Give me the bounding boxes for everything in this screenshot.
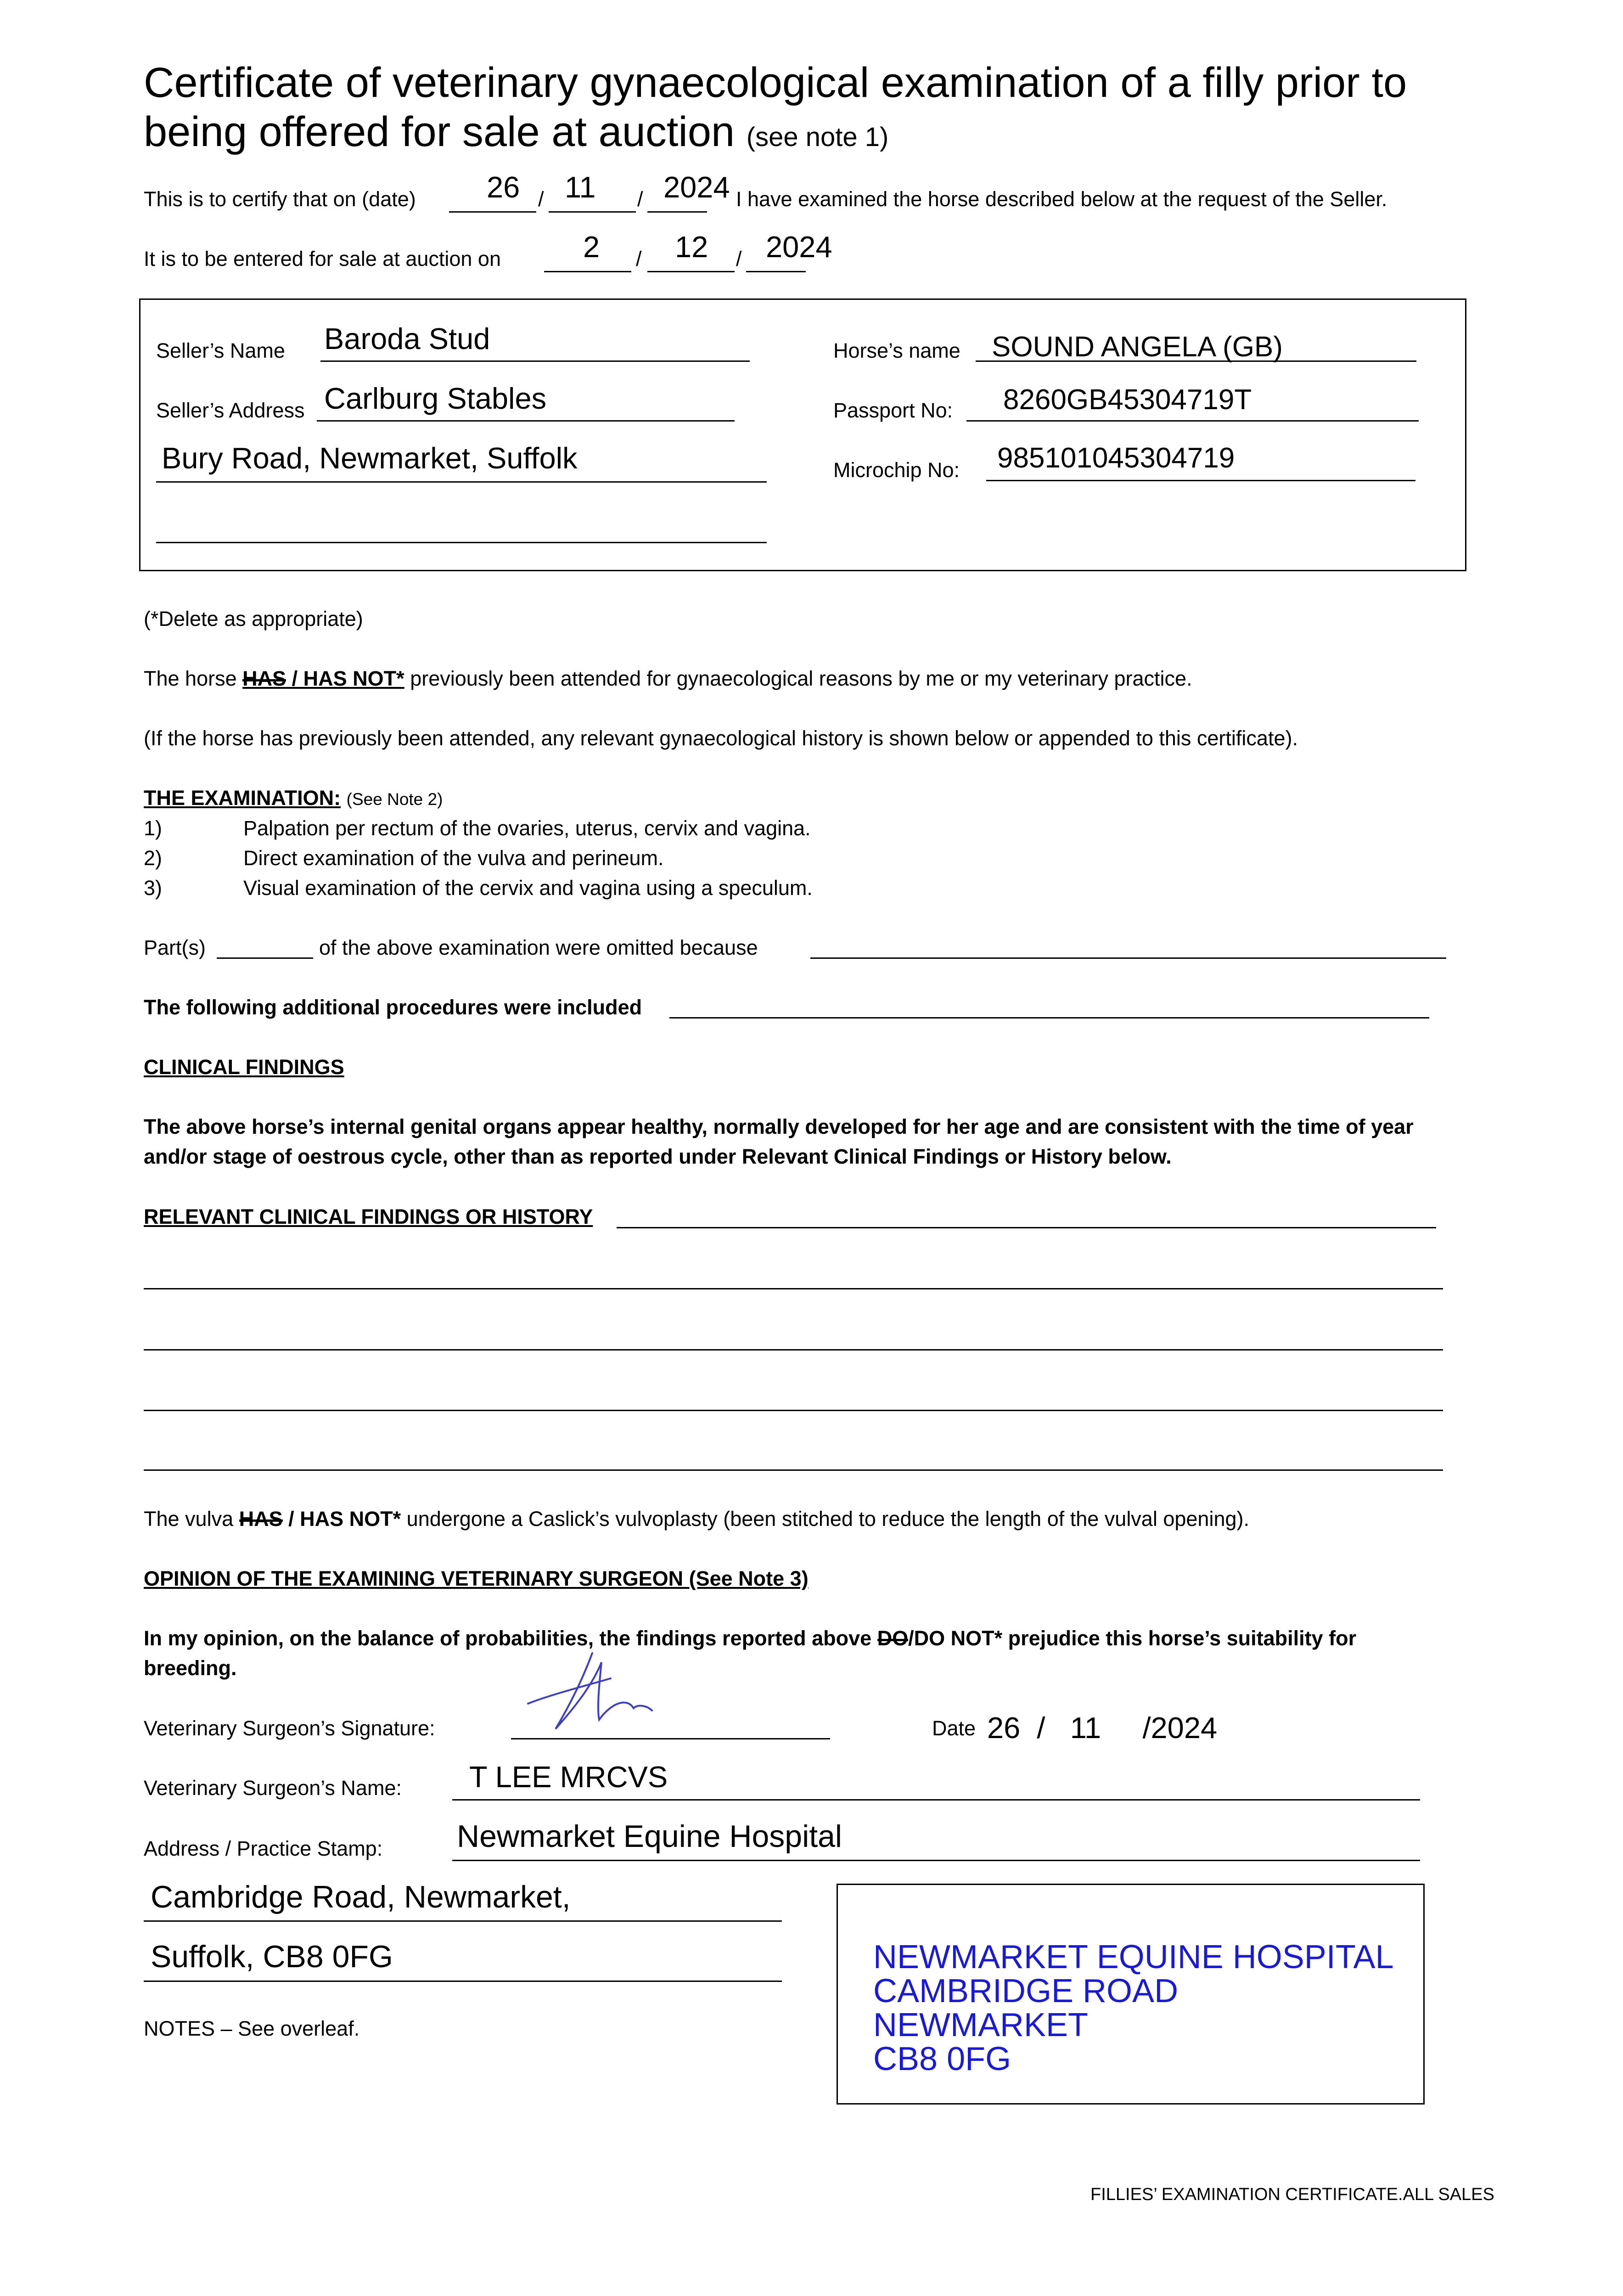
certify-prefix: This is to certify that on (date) <box>144 187 416 211</box>
signature-date[interactable]: 26 / 11 /2024 <box>987 1711 1218 1745</box>
microchip-number[interactable]: 985101045304719 <box>997 442 1235 474</box>
vet-signature[interactable] <box>519 1635 675 1740</box>
clinical-paragraph-line2: and/or stage of oestrous cycle, other than as reported under Relevant Clinical Findings or History below. <box>144 1145 1172 1168</box>
exam-item-num: 3) <box>144 876 163 900</box>
opinion-heading: OPINION OF THE EXAMINING VETERINARY SURGEON (See Note 3) <box>144 1567 809 1590</box>
practice-stamp <box>873 1940 1394 2076</box>
vet-address-line3[interactable]: Suffolk, CB8 0FG <box>151 1939 393 1974</box>
exam-item-text: Direct examination of the vulva and perineum. <box>243 846 664 870</box>
exam-item-num: 1) <box>144 816 163 840</box>
clinical-paragraph-line1: The above horse’s internal genital organs appear healthy, normally developed for her age and are consistent with the time of year <box>144 1115 1414 1138</box>
certify-day[interactable]: 26 <box>487 170 520 204</box>
attended-has-struck: HAS <box>242 667 286 690</box>
seller-address-line3[interactable] <box>156 542 767 543</box>
auction-month[interactable]: 12 <box>675 230 708 264</box>
exam-item-text: Palpation per rectum of the ovaries, uterus, cervix and vagina. <box>243 816 811 840</box>
delete-note: (*Delete as appropriate) <box>144 607 363 630</box>
certify-suffix: I have examined the horse described below at the request of the Seller. <box>736 187 1387 211</box>
auction-prefix: It is to be entered for sale at auction on <box>144 247 501 270</box>
additional-label: The following additional procedures were included <box>144 996 642 1019</box>
relevant-findings-line[interactable] <box>144 1469 1443 1471</box>
seller-name-label: Seller’s Name <box>156 339 285 362</box>
relevant-heading: RELEVANT CLINICAL FINDINGS OR HISTORY <box>144 1205 593 1228</box>
vet-address-line1[interactable]: Newmarket Equine Hospital <box>457 1819 842 1854</box>
page-title <box>144 59 1407 107</box>
relevant-findings-line[interactable] <box>144 1410 1443 1411</box>
attended-has-not: / HAS NOT* <box>286 667 404 690</box>
vet-name-label: Veterinary Surgeon’s Name: <box>144 1776 402 1800</box>
seller-address-label: Seller’s Address <box>156 399 305 422</box>
exam-item-text: Visual examination of the cervix and vagina using a speculum. <box>243 876 813 900</box>
examination-heading: THE EXAMINATION: (See Note 2) <box>144 786 443 810</box>
relevant-findings-line[interactable] <box>617 1227 1436 1228</box>
horse-name-label: Horse’s name <box>833 339 960 362</box>
title-note: (see note 1) <box>746 122 889 152</box>
opinion-do-struck: DO <box>877 1626 909 1650</box>
stamp-line3: NEWMARKET <box>873 2007 1088 2043</box>
stamp-line2: CAMBRIDGE ROAD <box>873 1973 1179 2009</box>
relevant-findings-line[interactable] <box>144 1349 1443 1351</box>
title-line1: Certificate of veterinary gynaecological examination of a filly prior to <box>144 59 1407 106</box>
opinion-line2: breeding. <box>144 1656 237 1680</box>
signature-date-year: 2024 <box>1151 1711 1218 1745</box>
vulva-has-struck: HAS <box>239 1507 283 1531</box>
vulva-statement: The vulva HAS / HAS NOT* undergone a Caslick’s vulvoplasty (been stitched to reduce the length of the vulval opening). <box>144 1507 1249 1531</box>
microchip-label: Microchip No: <box>833 458 960 482</box>
history-note: (If the horse has previously been attended, any relevant gynaecological history is shown below or appended to this certificate). <box>144 726 1298 750</box>
auction-year[interactable]: 2024 <box>766 230 832 264</box>
vet-address-line2[interactable]: Cambridge Road, Newmarket, <box>151 1880 571 1914</box>
seller-address-line2[interactable]: Bury Road, Newmarket, Suffolk <box>162 441 578 475</box>
seller-name[interactable]: Baroda Stud <box>324 322 490 355</box>
omitted-reason-field[interactable] <box>810 957 1446 959</box>
horse-name[interactable]: SOUND ANGELA (GB) <box>992 331 1283 363</box>
signature-date-label: Date <box>932 1716 976 1740</box>
additional-procedures-field[interactable] <box>669 1017 1429 1019</box>
signature-date-month: 11 <box>1070 1711 1101 1745</box>
omitted-prefix: Part(s) <box>144 936 206 959</box>
stamp-line4: CB8 0FG <box>873 2041 1011 2077</box>
auction-day[interactable]: 2 <box>583 230 600 264</box>
attended-statement: The horse HAS / HAS NOT* previously been attended for gynaecological reasons by me or my veterinary practice. <box>144 667 1192 690</box>
signature-date-day: 26 <box>987 1711 1021 1745</box>
signature-label: Veterinary Surgeon’s Signature: <box>144 1716 435 1740</box>
certify-day-line <box>449 211 536 213</box>
certify-year[interactable]: 2024 <box>663 170 730 204</box>
passport-label: Passport No: <box>833 399 953 422</box>
omitted-middle: of the above examination were omitted because <box>319 936 758 959</box>
relevant-findings-line[interactable] <box>144 1288 1443 1289</box>
omitted-parts-field[interactable] <box>217 957 313 959</box>
certify-month[interactable]: 11 <box>565 170 596 204</box>
passport-number[interactable]: 8260GB45304719T <box>1003 384 1252 416</box>
vet-name[interactable]: T LEE MRCVS <box>469 1760 668 1794</box>
clinical-heading: CLINICAL FINDINGS <box>144 1055 344 1079</box>
footer-text: FILLIES’ EXAMINATION CERTIFICATE.ALL SALES <box>1090 2185 1494 2204</box>
page-title-line2: being offered for sale at auction (see note 1) <box>144 108 889 155</box>
stamp-line1: NEWMARKET EQUINE HOSPITAL <box>873 1939 1394 1975</box>
notes-text: NOTES – See overleaf. <box>144 2017 360 2040</box>
exam-item-num: 2) <box>144 846 163 870</box>
seller-address-line1[interactable]: Carlburg Stables <box>324 382 547 415</box>
vet-address-label: Address / Practice Stamp: <box>144 1837 383 1860</box>
opinion-line1: In my opinion, on the balance of probabilities, the findings reported above DO/DO NOT* prejudice this horse’s suitability for <box>144 1626 1357 1650</box>
vulva-has-not: / HAS NOT* <box>282 1507 401 1531</box>
